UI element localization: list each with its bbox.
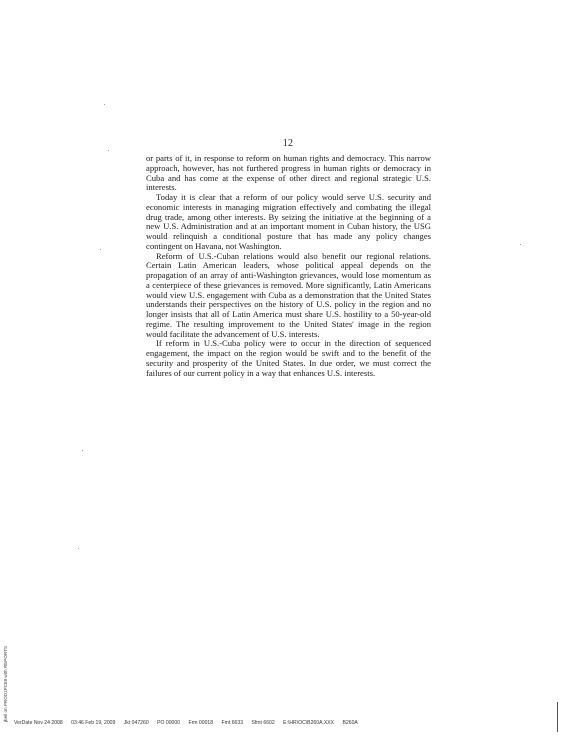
print-footer <box>14 720 554 726</box>
scan-speck <box>78 548 79 549</box>
footer-po: PO 00000 <box>157 720 181 726</box>
footer-verdate: VerDate Nov 24 2008 <box>14 720 63 726</box>
paragraph-regional-relations: Reform of U.S.-Cuban relations would also benefit our regional relations. Certain Latin American leaders, whose political appeal depends on the propagation of an array of anti-Washington grievances, would lose momentum as a centerpiece of these grievances is removed. More significantly, Latin Americans would view U.S. engagement with Cuba as a demonstration that the United States understands their perspectives on the history of U.S. policy in the region and no longer insists that all of Latin America must share U.S. hostility to a 50-year-old regime. The resulting improvement to the United States' image in the region would facilitate the advancement of U.S. interests. <box>146 250 431 339</box>
scan-speck <box>82 450 83 451</box>
footer-jkt: Jkt 047260 <box>123 720 149 726</box>
paragraph-continuation: or parts of it, in response to reform on human rights and democracy. This narrow approach, however, has not furthered progress in human rights or democracy in Cuba and has come at the expense of other direct and regional strategic U.S. interests. <box>146 153 431 193</box>
side-print-label: jbell on PROD1PC69 with REPORTS <box>3 646 8 722</box>
scan-speck <box>100 249 101 250</box>
footer-frm: Frm 00018 <box>188 720 214 726</box>
footer-fmt: Fmt 6633 <box>221 720 244 726</box>
footer-sfmt: Sfmt 6602 <box>251 720 275 726</box>
scan-speck <box>520 244 521 245</box>
footer-file: E:\HR\OC\B260A.XXX <box>283 720 335 726</box>
paragraph-sequenced-engagement: If reform in U.S.-Cuba policy were to occur in the direction of sequenced engagement, the impact on the region would be swift and to the benefit of the security and prosperity of the United States. In due order, we must correct the failures of our current policy in a way that enhances U.S. interests. <box>146 338 431 378</box>
footer-time: 03:46 Feb 19, 2009 <box>71 720 116 726</box>
margin-rule <box>557 702 558 732</box>
scan-speck <box>108 150 109 151</box>
footer-code: B260A <box>342 720 358 726</box>
paragraph-policy-reform: Today it is clear that a reform of our policy would serve U.S. security and economic interests in managing migration effectively and combating the illegal drug trade, among other interests. By seizing the initiative at the beginning of a new U.S. Administration and at an important moment in Cuban history, the USG would relinquish a conditional posture that has made any policy changes contingent on Havana, not Washington. <box>146 192 431 251</box>
page-number: 12 <box>282 138 294 149</box>
report-body-text <box>146 154 431 378</box>
scan-speck <box>104 104 105 105</box>
